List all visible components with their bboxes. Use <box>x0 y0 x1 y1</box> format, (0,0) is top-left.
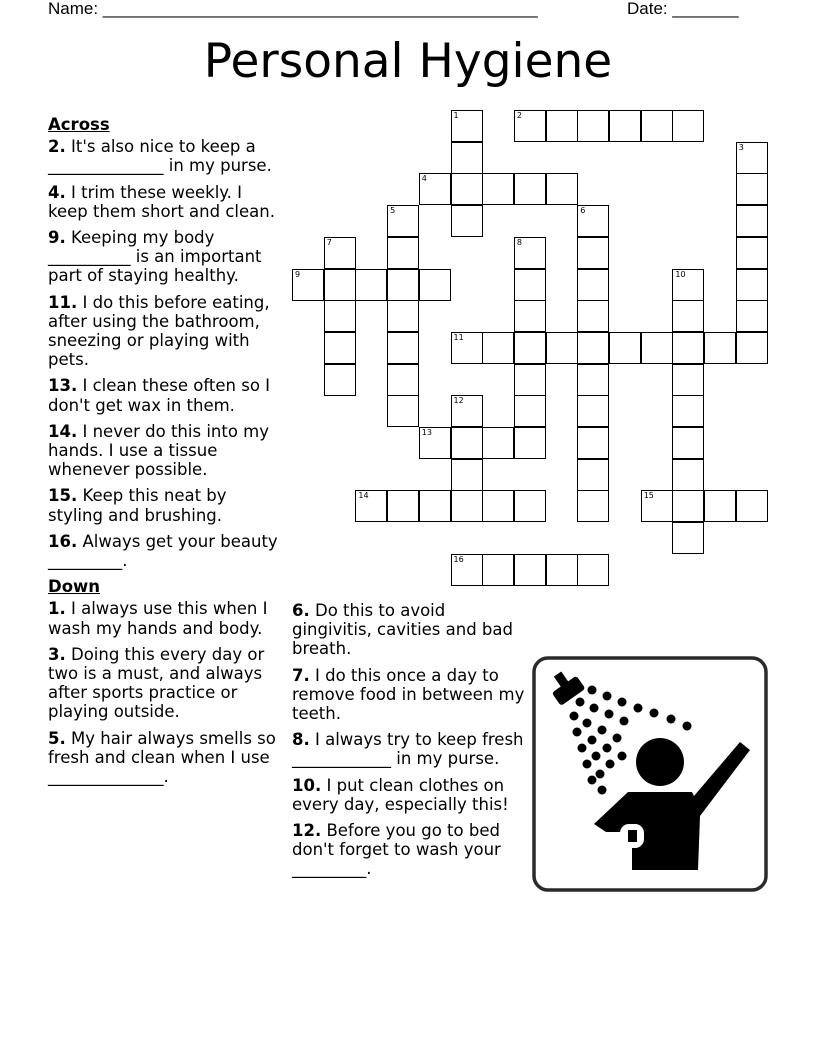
crossword-cell[interactable] <box>451 395 483 427</box>
across-heading: Across <box>48 115 110 134</box>
crossword-cell[interactable] <box>514 110 546 142</box>
crossword-cell[interactable] <box>577 364 609 396</box>
crossword-cell[interactable] <box>387 237 419 269</box>
crossword-cell[interactable] <box>419 427 451 459</box>
crossword-cell[interactable] <box>577 395 609 427</box>
crossword-cell[interactable] <box>324 300 356 332</box>
crossword-cell[interactable] <box>451 459 483 491</box>
cell-number: 14 <box>358 491 369 501</box>
crossword-cell[interactable] <box>514 364 546 396</box>
name-field[interactable] <box>48 0 538 19</box>
crossword-cell[interactable] <box>451 110 483 142</box>
across-clue: 14. I never do this into my hands. I use a tissue whenever possible. <box>48 421 270 480</box>
crossword-cell[interactable] <box>577 332 609 364</box>
crossword-cell[interactable] <box>672 269 704 301</box>
across-clue: 15. Keep this neat by styling and brushing. <box>48 486 227 525</box>
cell-number: 15 <box>643 491 654 501</box>
cell-number: 6 <box>580 206 586 216</box>
crossword-cell[interactable] <box>514 237 546 269</box>
crossword-cell[interactable] <box>641 110 673 142</box>
crossword-cell[interactable] <box>482 427 514 459</box>
cell-number: 4 <box>421 174 427 184</box>
date-label: Date: <box>627 0 673 18</box>
crossword-cell[interactable] <box>704 332 736 364</box>
crossword-cell[interactable] <box>577 490 609 522</box>
down-clue: 12. Before you go to bed don't forget to wash your _________. <box>292 821 501 879</box>
down-clue: 8. I always try to keep fresh ____________ in my purse. <box>292 730 524 769</box>
crossword-cell[interactable] <box>704 490 736 522</box>
cell-number: 9 <box>295 269 301 279</box>
crossword-cell[interactable] <box>482 173 514 205</box>
down-clue: 5. My hair always smells so fresh and clean when I use ______________. <box>48 728 276 787</box>
crossword-cell[interactable] <box>546 554 578 586</box>
down-clue: 10. I put clean clothes on every day, especially this! <box>292 775 509 814</box>
crossword-cell[interactable] <box>482 490 514 522</box>
crossword-cell[interactable] <box>387 269 419 301</box>
across-clue-list <box>48 115 282 793</box>
shower-pictogram-icon <box>532 656 768 892</box>
cell-number: 12 <box>453 396 464 406</box>
crossword-cell[interactable] <box>672 490 704 522</box>
crossword-cell[interactable] <box>736 205 768 237</box>
crossword-cell[interactable] <box>609 110 641 142</box>
down-clue: 3. Doing this every day or two is a must, and always after sports practice or playing outside. <box>48 644 265 722</box>
crossword-cell[interactable] <box>419 173 451 205</box>
cell-number: 13 <box>421 428 432 437</box>
crossword-cell[interactable] <box>451 205 483 237</box>
crossword-cell[interactable] <box>672 459 704 491</box>
across-clue: 4. I trim these weekly. I keep them short and clean. <box>48 182 275 221</box>
down-clue: 7. I do this once a day to remove food in between my teeth. <box>292 665 525 724</box>
crossword-cell[interactable] <box>324 237 356 269</box>
crossword-cell[interactable] <box>672 300 704 332</box>
cell-number: 11 <box>453 332 464 342</box>
crossword-cell[interactable] <box>387 332 419 364</box>
crossword-cell[interactable] <box>736 490 768 522</box>
crossword-cell[interactable] <box>672 110 704 142</box>
crossword-cell[interactable] <box>577 110 609 142</box>
crossword-cell[interactable] <box>736 269 768 301</box>
crossword-cell[interactable] <box>451 173 483 205</box>
crossword-cell[interactable] <box>482 332 514 364</box>
crossword-cell[interactable] <box>451 142 483 174</box>
crossword-cell[interactable] <box>577 237 609 269</box>
crossword-cell[interactable] <box>451 490 483 522</box>
crossword-cell[interactable] <box>514 427 546 459</box>
crossword-cell[interactable] <box>577 300 609 332</box>
crossword-cell[interactable] <box>324 332 356 364</box>
crossword-cell[interactable] <box>609 332 641 364</box>
crossword-cell[interactable] <box>514 332 546 364</box>
crossword-cell[interactable] <box>482 554 514 586</box>
date-field[interactable] <box>627 0 739 19</box>
name-blank[interactable]: ______________________________________________ <box>102 0 538 18</box>
crossword-cell[interactable] <box>736 142 768 174</box>
crossword-cell[interactable] <box>736 332 768 364</box>
cell-number: 1 <box>453 111 459 120</box>
crossword-cell[interactable] <box>514 395 546 427</box>
crossword-cell[interactable] <box>736 300 768 332</box>
cell-number: 8 <box>516 237 522 247</box>
crossword-cell[interactable] <box>672 427 704 459</box>
cell-number: 10 <box>675 269 686 279</box>
cell-number: 16 <box>453 554 464 564</box>
cell-number: 2 <box>516 111 522 120</box>
down-clue: 1. I always use this when I wash my hands and body. <box>48 599 268 638</box>
cell-number: 7 <box>326 237 332 247</box>
across-clue: 11. I do this before eating, after using the bathroom, sneezing or playing with pets. <box>48 292 270 370</box>
crossword-cell[interactable] <box>451 332 483 364</box>
crossword-cell[interactable] <box>419 269 451 301</box>
across-clue: 9. Keeping my body __________ is an important part of staying healthy. <box>48 228 262 286</box>
crossword-cell[interactable] <box>387 205 419 237</box>
crossword-cell[interactable] <box>577 205 609 237</box>
across-clue: 2. It's also nice to keep a ______________ in my purse. <box>48 137 272 176</box>
crossword-cell[interactable] <box>514 173 546 205</box>
crossword-cell[interactable] <box>641 490 673 522</box>
crossword-cell[interactable] <box>514 300 546 332</box>
crossword-cell[interactable] <box>387 364 419 396</box>
crossword-cell[interactable] <box>672 395 704 427</box>
page-title: Personal Hygiene <box>203 34 613 89</box>
crossword-cell[interactable] <box>577 269 609 301</box>
crossword-cell[interactable] <box>514 269 546 301</box>
crossword-cell[interactable] <box>514 554 546 586</box>
crossword-cell[interactable] <box>419 490 451 522</box>
crossword-cell[interactable] <box>355 490 387 522</box>
crossword-cell[interactable] <box>387 300 419 332</box>
crossword-cell[interactable] <box>387 490 419 522</box>
crossword-cell[interactable] <box>736 237 768 269</box>
crossword-cell[interactable] <box>451 427 483 459</box>
crossword-cell[interactable] <box>577 459 609 491</box>
cell-number: 3 <box>738 142 744 152</box>
crossword-cell[interactable] <box>546 110 578 142</box>
down-clue-list-continued <box>292 601 528 886</box>
crossword-cell[interactable] <box>451 554 483 586</box>
crossword-cell[interactable] <box>577 554 609 586</box>
down-heading: Down <box>48 577 101 597</box>
crossword-cell[interactable] <box>546 332 578 364</box>
crossword-cell[interactable] <box>292 269 324 301</box>
crossword-cell[interactable] <box>355 269 387 301</box>
cell-number: 5 <box>390 206 396 216</box>
crossword-cell[interactable] <box>577 427 609 459</box>
crossword-cell[interactable] <box>514 490 546 522</box>
name-label: Name: <box>48 0 103 18</box>
crossword-cell[interactable] <box>546 173 578 205</box>
down-clue: 6. Do this to avoid gingivitis, cavities and bad breath. <box>292 601 513 659</box>
crossword-cell[interactable] <box>672 522 704 554</box>
across-clue: 16. Always get your beauty _________. <box>48 531 278 571</box>
crossword-cell[interactable] <box>672 332 704 364</box>
crossword-cell[interactable] <box>387 395 419 427</box>
crossword-cell[interactable] <box>736 173 768 205</box>
date-blank[interactable]: _______ <box>672 0 739 18</box>
crossword-cell[interactable] <box>672 364 704 396</box>
across-clue: 13. I clean these often so I don't get wax in them. <box>48 376 271 415</box>
crossword-cell[interactable] <box>324 364 356 396</box>
crossword-cell[interactable] <box>641 332 673 364</box>
crossword-cell[interactable] <box>324 269 356 301</box>
